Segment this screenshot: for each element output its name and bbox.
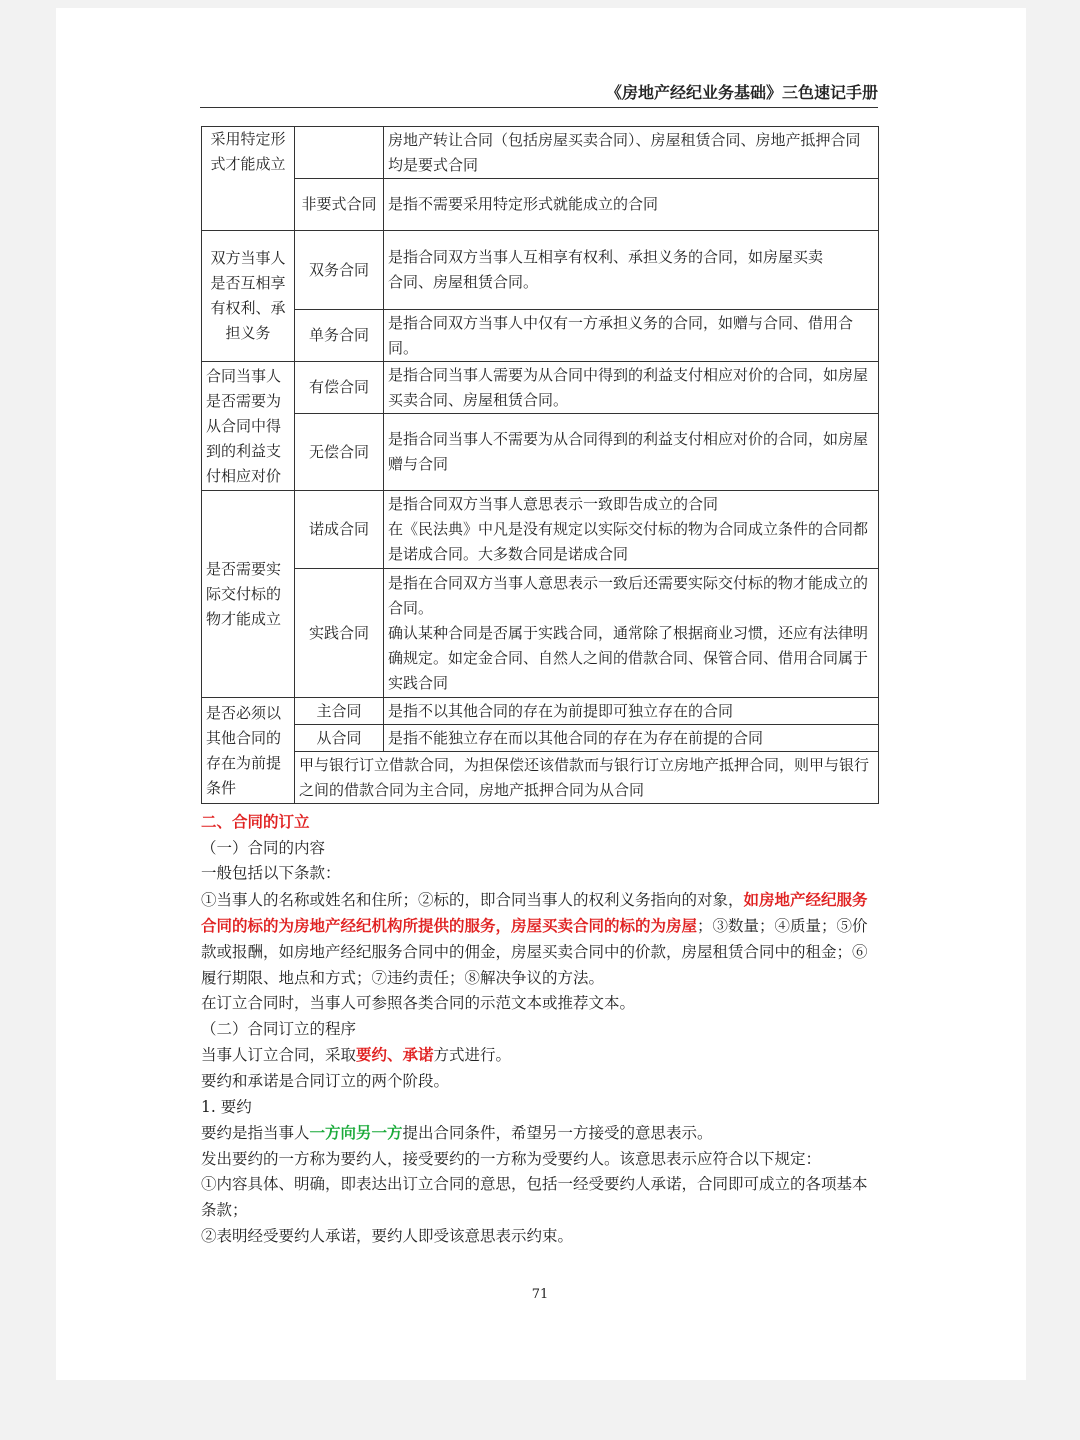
description-line: 是指合同双方当事人互相享有权利、承担义务的合同，如房屋买卖 (388, 248, 824, 266)
description-line: 在《民法典》中凡是没有规定以实际交付标的物为合同成立条件的合同都是诺成合同。大多数合同是诺成合同 (388, 520, 869, 563)
type-cell: 实践合同 (295, 569, 384, 698)
header-title: 《房地产经纪业务基础》三色速记手册 (200, 80, 878, 108)
text-run: 方式进行。 (433, 1046, 512, 1065)
description-cell (384, 569, 879, 698)
description-line: 是指合同双方当事人意思表示一致即告成立的合同 (388, 495, 719, 513)
category-cell: 是否需要实际交付标的物才能成立 (202, 491, 295, 698)
subsection-heading: （二）合同订立的程序 (201, 1019, 357, 1038)
contract-types-table (201, 126, 879, 804)
description-cell: 是指合同双方当事人中仅有一方承担义务的合同，如赠与合同、借用合同。 (384, 310, 879, 362)
subsection-heading: （一）合同的内容 (201, 838, 326, 857)
category-cell: 采用特定形式才能成立 (202, 127, 295, 231)
type-cell: 非要式合同 (295, 179, 384, 231)
description-cell: 是指合同当事人不需要为从合同得到的利益支付相应对价的合同，如房屋赠与合同 (384, 414, 879, 491)
type-cell: 从合同 (295, 725, 384, 752)
section-body (201, 810, 881, 1249)
table-row (202, 491, 879, 569)
description-cell: 是指不能独立存在而以其他合同的存在为存在前提的合同 (384, 725, 879, 752)
type-cell: 单务合同 (295, 310, 384, 362)
highlight-green: 一方向另一方 (309, 1123, 403, 1143)
paragraph (201, 887, 881, 991)
paragraph: 要约和承诺是合同订立的两个阶段。 (201, 1071, 450, 1090)
description-cell: 房地产转让合同（包括房屋买卖合同）、房屋租赁合同、房地产抵押合同均是要式合同 (384, 127, 879, 179)
text-run: 提出合同条件，希望另一方接受的意思表示。 (402, 1124, 713, 1143)
paragraph: ①内容具体、明确，即表达出订立合同的意思，包括一经受要约人承诺，合同即可成立的各项基本条款； (201, 1175, 868, 1219)
table-row (202, 725, 879, 752)
example-cell: 甲与银行订立借款合同，为担保偿还该借款而与银行订立房地产抵押合同，则甲与银行之间的借款合同为主合同，房地产抵押合同为从合同 (295, 752, 879, 804)
description-cell (384, 231, 879, 310)
type-cell: 无偿合同 (295, 414, 384, 491)
table-row (202, 127, 879, 179)
paragraph: ②表明经受要约人承诺，要约人即受该意思表示约束。 (201, 1226, 574, 1245)
table-row (202, 179, 879, 231)
text-run: 要约是指当事人 (201, 1124, 310, 1143)
paragraph (201, 1120, 881, 1147)
paragraph: 1. 要约 (201, 1097, 252, 1116)
paragraph (201, 1042, 881, 1069)
table-row (202, 698, 879, 725)
category-cell: 合同当事人是否需要为从合同中得到的利益支付相应对价 (202, 362, 295, 491)
type-cell: 双务合同 (295, 231, 384, 310)
type-cell: 诺成合同 (295, 491, 384, 569)
description-line: 是指在合同双方当事人意思表示一致后还需要实际交付标的物才能成立的合同。 (388, 573, 869, 617)
paragraph: 一般包括以下条款： (201, 864, 341, 883)
highlight-red: 要约、承诺 (356, 1045, 434, 1065)
category-cell: 双方当事人是否互相享有权利、承担义务 (202, 231, 295, 362)
description-line: 合同、房屋租赁合同。 (388, 273, 539, 291)
table-row (202, 231, 879, 310)
description-cell: 是指不需要采用特定形式就能成立的合同 (384, 179, 879, 231)
category-cell: 是否必须以其他合同的存在为前提条件 (202, 698, 295, 804)
description-cell: 是指不以其他合同的存在为前提即可独立存在的合同 (384, 698, 879, 725)
description-cell: 是指合同当事人需要为从合同中得到的利益支付相应对价的合同，如房屋买卖合同、房屋租赁合同。 (384, 362, 879, 414)
table-row (202, 752, 879, 804)
text-run: ①当事人的名称或姓名和住所；②标的，即合同当事人的权利义务指向的对象， (201, 890, 744, 909)
table-row (202, 310, 879, 362)
table-row (202, 362, 879, 414)
paragraph: 发出要约的一方称为要约人，接受要约的一方称为受要约人。该意思表示应符合以下规定： (201, 1149, 822, 1168)
text-run: 当事人订立合同，采取 (201, 1046, 357, 1065)
description-cell (384, 491, 879, 569)
highlight-red: 如房地产经纪服务合同的标的为房地产经纪机构所提供的服务，房屋买卖合同的标的为房屋 (201, 889, 868, 936)
section-heading: 二、合同的订立 (201, 813, 310, 831)
type-cell: 有偿合同 (295, 362, 384, 414)
type-cell (295, 127, 384, 179)
description-line: 确认某种合同是否属于实践合同，通常除了根据商业习惯，还应有法律明确规定。如定金合同、自然人之间的借款合同、保管合同、借用合同属于实践合同 (388, 623, 869, 692)
paragraph: 在订立合同时，当事人可参照各类合同的示范文本或推荐文本。 (201, 994, 636, 1013)
table-row (202, 569, 879, 698)
type-cell: 主合同 (295, 698, 384, 725)
table-row (202, 414, 879, 491)
page-number: 71 (531, 1287, 549, 1302)
text-run: ；③数量；④质量；⑤价款或报酬，如房地产经纪服务合同中的佣金，房屋买卖合同中的价款，房屋租赁合同中的租金；⑥履行期限、地点和方式；⑦违约责任；⑧解决争议的方法。 (201, 917, 868, 987)
